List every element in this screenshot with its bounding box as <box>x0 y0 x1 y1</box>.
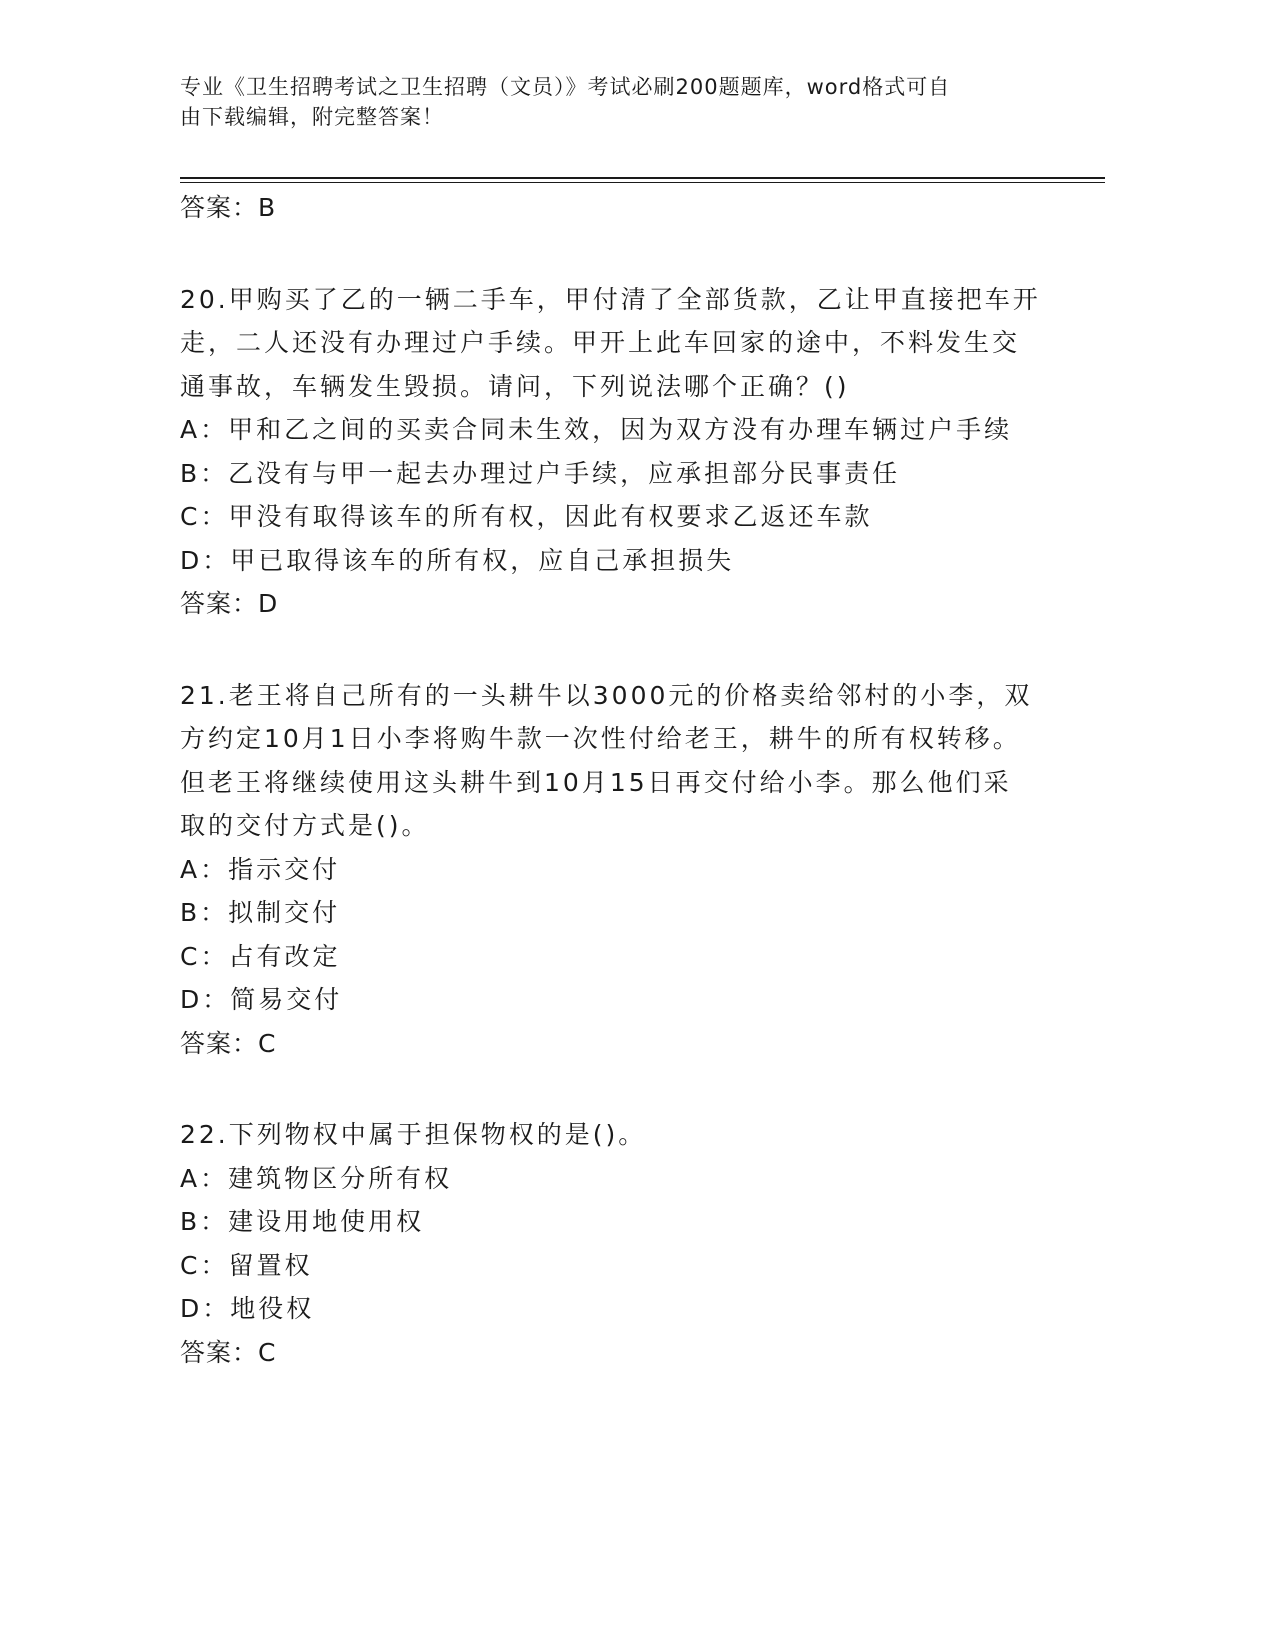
option-c: C：占有改定 <box>180 941 341 971</box>
answer-line: 答案：D <box>180 589 279 618</box>
spacer <box>180 230 1080 278</box>
option-d: D：简易交付 <box>180 985 343 1014</box>
option-d: D：甲已取得该车的所有权，应自己承担损失 <box>180 545 735 575</box>
spacer <box>180 1065 1080 1113</box>
spacer <box>180 626 1080 674</box>
option-d: D：地役权 <box>180 1294 315 1323</box>
option-c: C：留置权 <box>180 1250 313 1280</box>
question-stem-line: 方约定10月1日小李将购牛款一次性付给老王，耕牛的所有权转移。 <box>180 724 1021 753</box>
question-block <box>180 1113 1080 1374</box>
question-stem-line: 走，二人还没有办理过户手续。甲开上此车回家的途中，不料发生交 <box>180 328 1021 357</box>
document-header <box>180 72 1040 132</box>
question-stem-line: 但老王将继续使用这头耕牛到10月15日再交付给小李。那么他们采 <box>180 767 1012 797</box>
header-divider-thin <box>180 182 1105 183</box>
document-body <box>180 186 1080 1374</box>
option-b: B：建设用地使用权 <box>180 1207 425 1236</box>
question-stem-line: 21.老王将自己所有的一头耕牛以3000元的价格卖给邻村的小李，双 <box>180 680 1033 710</box>
option-b: B：拟制交付 <box>180 898 341 927</box>
header-line-1: 专业《卫生招聘考试之卫生招聘（文员）》考试必刷200题题库，word格式可自 <box>180 75 951 99</box>
question-stem-line: 20.甲购买了乙的一辆二手车，甲付清了全部货款，乙让甲直接把车开 <box>180 284 1041 314</box>
option-c: C：甲没有取得该车的所有权，因此有权要求乙返还车款 <box>180 502 873 531</box>
question-stem-line: 22.下列物权中属于担保物权的是()。 <box>180 1120 647 1149</box>
option-a: A：建筑物区分所有权 <box>180 1163 453 1193</box>
header-divider-thick <box>180 177 1105 179</box>
option-a: A：指示交付 <box>180 854 341 884</box>
question-block <box>180 674 1080 1066</box>
question-stem-line: 通事故，车辆发生毁损。请问，下列说法哪个正确？() <box>180 371 850 401</box>
previous-answer: 答案：B <box>180 193 277 222</box>
question-stem-line: 取的交付方式是()。 <box>180 811 430 840</box>
answer-line: 答案：C <box>180 1337 277 1367</box>
answer-line: 答案：C <box>180 1028 277 1058</box>
option-b: B：乙没有与甲一起去办理过户手续，应承担部分民事责任 <box>180 458 901 488</box>
question-block <box>180 278 1080 626</box>
option-a: A：甲和乙之间的买卖合同未生效，因为双方没有办理车辆过户手续 <box>180 415 1013 444</box>
header-line-2: 由下载编辑，附完整答案！ <box>180 105 444 129</box>
